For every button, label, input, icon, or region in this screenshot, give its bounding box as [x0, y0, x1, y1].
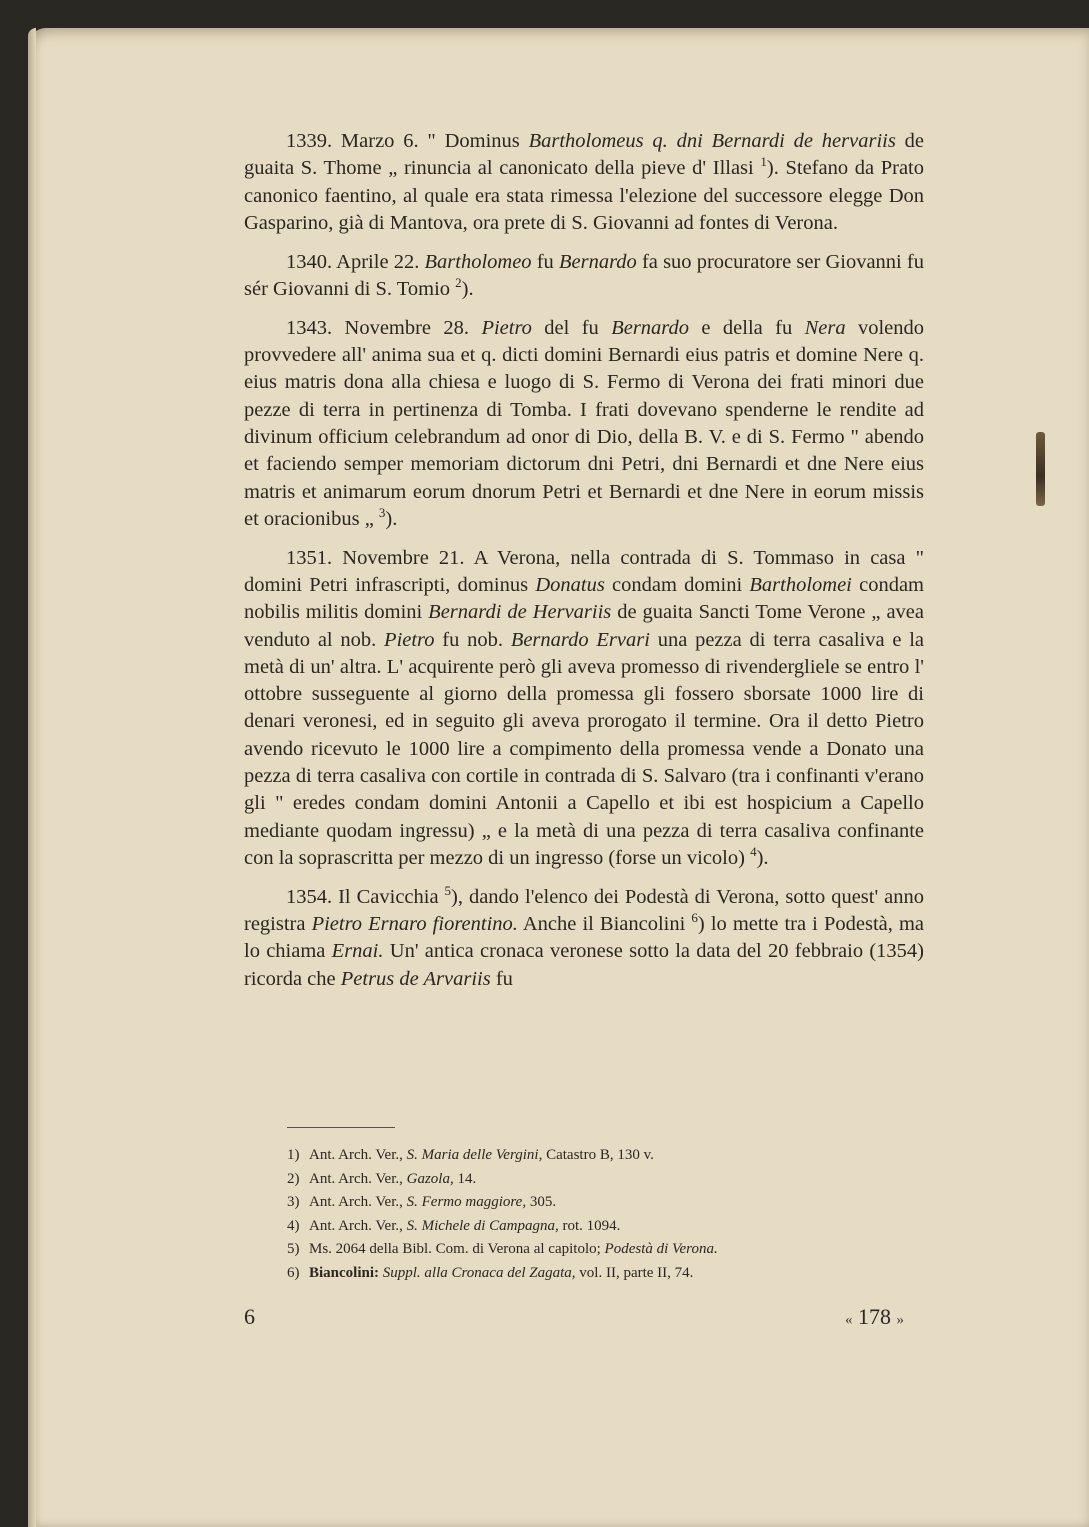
- paragraph-segment: Bernardi de Hervariis: [428, 601, 612, 624]
- footnote: [287, 1215, 847, 1239]
- paragraph-segment: fu: [531, 250, 559, 273]
- footnote-segment: Ant. Arch. Ver.,: [309, 1217, 407, 1234]
- paragraph-segment: Bernardo: [558, 250, 637, 273]
- footnote-segment: Podestà di Verona.: [604, 1241, 718, 1257]
- paragraph-segment: Bernardo: [611, 316, 690, 339]
- footnote-separator: [287, 1127, 395, 1128]
- footnotes: [287, 1144, 847, 1285]
- paragraph-segment: ). Stefano da Prato canonico faentino, al quale era stata rimessa l'elezione del successore elegge Don Gasparino, già di Mantova, ora prete di S. Giovanni ad fontes di Verona.: [244, 157, 924, 234]
- paragraph-segment: Anche il Biancolini: [517, 913, 692, 936]
- paragraph-segment: Pietro Ernaro fiorentino.: [311, 913, 518, 936]
- paragraph-segment: una pezza di terra casaliva e la metà di un' altra. L' acquirente però gli aveva promesso di rivendergliele se entro l' ottobre susseguente al giorno della promessa gli fossero sborsate 1000 lire di denari veronesi, ed in seguito gli aveva prorogato il termine. Ora il detto Pietro avendo ricevuto le 1000 lire a compimento della promessa vende a Donato una pezza di terra casaliva con cortile in contrada di S. Salvaro (tra i confinanti v'erano gli " eredes condam domini Antonii a Capello et ibi est hospicium a Capello mediante quodam ingressu) „ e la metà di una pezza di terra casaliva confinante con la soprascritta per mezzo di un ingresso (forse un vicolo): [244, 628, 925, 869]
- footnote-segment: Suppl. alla Cronaca del Zagata,: [382, 1264, 576, 1281]
- footnote-segment: S. Michele di Campagna,: [406, 1217, 559, 1234]
- footnote-segment: S. Fermo maggiore,: [406, 1194, 527, 1210]
- footnote: [287, 1238, 847, 1262]
- page-number-right: [845, 1304, 904, 1330]
- paragraph-segment: 1: [760, 154, 767, 170]
- paragraph-segment: Bartholomeus q. dni Bernardi de hervariis: [528, 130, 896, 152]
- footnote-segment: vol. II, parte II, 74.: [575, 1264, 694, 1281]
- paragraph-segment: 1354. Il Cavicchia: [286, 885, 445, 908]
- footnote-segment: Ant. Arch. Ver.,: [309, 1194, 407, 1210]
- paragraph-segment: 2: [455, 275, 462, 291]
- paragraph-segment: Bernardo Ervari: [510, 628, 650, 651]
- paragraph: [244, 128, 924, 237]
- main-text: [244, 128, 924, 1004]
- paragraph-segment: Petrus de Arvariis: [340, 967, 491, 990]
- footnote-segment: Biancolini:: [309, 1264, 380, 1281]
- paragraph-segment: 6: [691, 910, 698, 926]
- paragraph-segment: Nera: [804, 316, 846, 339]
- paragraph-segment: e della fu: [689, 316, 805, 339]
- paragraph-segment: condam nobilis militis domini: [244, 573, 924, 624]
- paragraph-segment: 5: [444, 882, 452, 898]
- paragraph-segment: 1339. Marzo 6. " Dominus: [286, 130, 529, 152]
- paragraph-segment: Bartholomeo: [424, 250, 532, 273]
- footnote: [287, 1168, 847, 1192]
- paragraph: [244, 315, 924, 533]
- paragraph-segment: condam domini: [604, 573, 750, 596]
- paragraph-segment: ).: [385, 507, 398, 530]
- footnote: [287, 1262, 847, 1286]
- footnote-segment: S. Maria delle Vergini,: [406, 1147, 543, 1163]
- paragraph-segment: ), dando l'elenco dei Podestà di Verona, sotto quest' anno registra: [244, 885, 924, 936]
- paragraph-segment: fu nob.: [434, 628, 511, 651]
- paragraph-segment: ).: [756, 846, 769, 869]
- paragraph-segment: Pietro: [481, 316, 532, 339]
- paragraph-segment: fu: [490, 967, 513, 990]
- footnote-number: 2): [287, 1170, 300, 1187]
- footnote-number: 5): [287, 1241, 300, 1257]
- paragraph-segment: Bartholomei: [749, 573, 852, 596]
- paragraph-segment: Un' antica cronaca veronese sotto la data del 20 febbraio (1354) ricorda che: [244, 940, 924, 990]
- page-edge: [28, 28, 36, 1527]
- paragraph-segment: ).: [461, 277, 474, 300]
- paragraph-segment: Ernai.: [331, 940, 384, 963]
- paragraph-segment: 1343. Novembre 28.: [286, 316, 482, 339]
- paragraph: [244, 884, 924, 993]
- page-number-left: 6: [244, 1304, 255, 1329]
- paragraph-segment: Pietro: [384, 628, 435, 651]
- ornament-left-icon: «: [845, 1312, 853, 1328]
- paragraph: [244, 545, 924, 873]
- paragraph-segment: Donatus: [535, 573, 605, 596]
- footnote: [287, 1144, 847, 1168]
- paragraph-segment: del fu: [531, 316, 612, 339]
- footnote: [287, 1191, 847, 1215]
- footnote-segment: rot. 1094.: [558, 1217, 621, 1234]
- paragraph-segment: volendo provvedere all' anima sua et q. dicti domini Bernardi eius patris et domine Nere q. eius matris dona alla chiesa e luogo di S. Fermo di Verona dei frati minori due pezze di terra in pertinenza di Tomba. I frati dovevano spenderne le rendite ad divinum officium celebrandum ad onor di Dio, della B. V. e di S. Fermo " abendo et faciendo semper memoriam dictorum dni Petri, dni Bernardi et dne Nere eius matris et animarum eorum dnorum Petri et Bernardi et dne Nere in eorum missis et oracionibus „: [244, 316, 925, 530]
- paragraph-segment: 1351. Novembre 21. A Verona, nella contrada di S. Tommaso in casa " domini Petri infrascripti, dominus: [244, 546, 924, 596]
- page-number-right-value: 178: [858, 1304, 891, 1329]
- paragraph-segment: 1340. Aprile 22.: [286, 250, 425, 273]
- paragraph-segment: fa suo procuratore ser Giovanni fu sér Giovanni di S. Tomio: [244, 250, 924, 300]
- bookmark-tab: [1036, 432, 1045, 506]
- footnote-segment: Ant. Arch. Ver.,: [309, 1170, 407, 1187]
- paragraph-segment: ) lo mette tra i Podestà, ma lo chiama: [244, 913, 924, 963]
- footnote-number: 1): [287, 1147, 300, 1163]
- footnote-segment: Gazola,: [406, 1170, 454, 1187]
- paragraph-segment: de guaita Sancti Tome Verone „ avea venduto al nob.: [244, 601, 924, 651]
- paragraph-segment: 3: [378, 505, 386, 521]
- footnote-segment: 14.: [453, 1170, 477, 1187]
- paragraph-segment: 4: [750, 844, 757, 860]
- ornament-right-icon: »: [896, 1312, 904, 1328]
- footnote-segment: Catastro B, 130 v.: [542, 1147, 654, 1163]
- footnote-number: 3): [287, 1194, 300, 1210]
- footnote-segment: Ms. 2064 della Bibl. Com. di Verona al capitolo;: [309, 1241, 605, 1257]
- footnote-number: 4): [287, 1217, 300, 1234]
- paragraph-segment: de guaita S. Thome „ rinuncia al canonicato della pieve d' Illasi: [244, 130, 924, 180]
- footnote-segment: 305.: [526, 1194, 557, 1210]
- footnote-number: 6): [287, 1264, 300, 1281]
- paragraph: [244, 249, 924, 304]
- footnote-segment: Ant. Arch. Ver.,: [309, 1147, 407, 1163]
